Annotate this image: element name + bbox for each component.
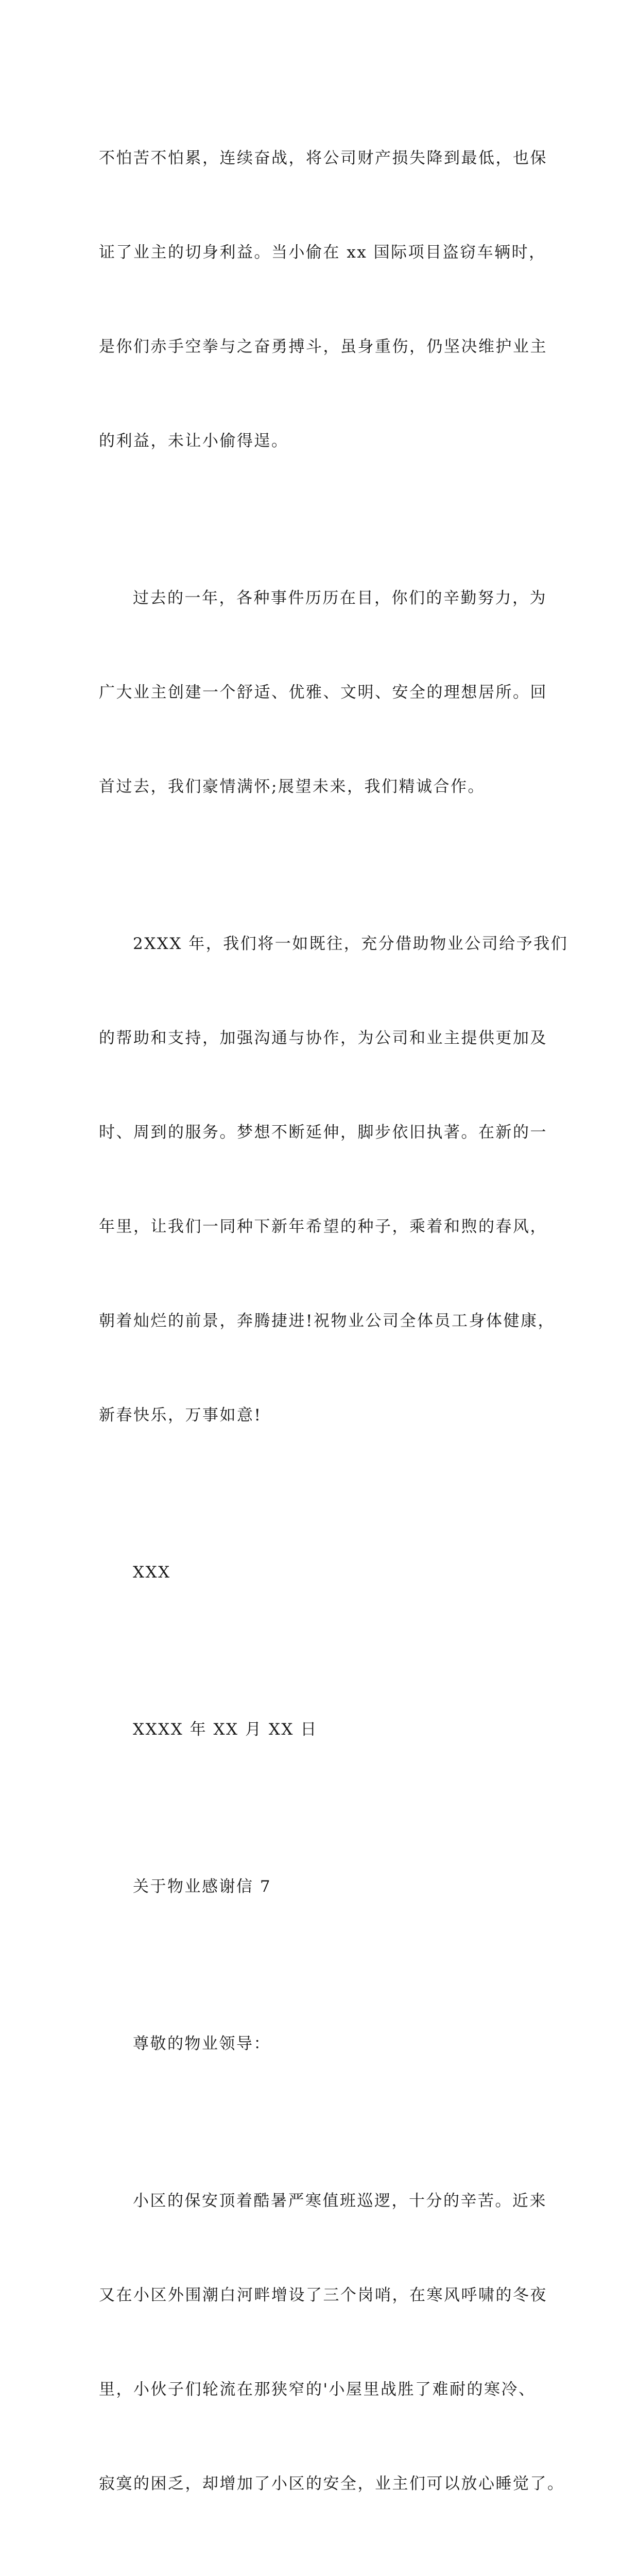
text-line: 尊敬的物业领导：: [133, 2035, 271, 2053]
paragraph: [99, 866, 568, 1494]
text-line: 2XXX 年，我们将一如既往，充分借助物业公司给予我们: [133, 935, 568, 953]
signature-name: [99, 1494, 547, 1651]
text-line: 里，小伙子们轮流在那狭窄的'小屋里战胜了难耐的寒冷、: [99, 2380, 536, 2399]
text-line: 证了业主的切身利益。当小偷在 xx 国际项目盗窃车辆时，: [99, 243, 546, 262]
text-line: 关于物业感谢信 7: [133, 1877, 272, 1896]
text-line: 年里，让我们一同种下新年希望的种子，乘着和煦的春风，: [99, 1217, 547, 1236]
paragraph: [99, 520, 547, 866]
text-line: 的利益，未让小偷得逞。: [99, 432, 289, 450]
paragraph: [99, 80, 547, 520]
salutation: [99, 1965, 547, 2123]
paragraph: [99, 2563, 547, 2576]
text-line: XXXX 年 XX 月 XX 日: [133, 1720, 318, 1739]
text-line: XXX: [133, 1563, 171, 1582]
text-line: 时、周到的服务。梦想不断延伸，脚步依旧执著。在新的一: [99, 1123, 547, 1142]
text-line: 寂寞的困乏，却增加了小区的安全，业主们可以放心睡觉了。: [99, 2475, 565, 2493]
letter-title: [99, 1808, 547, 1965]
text-line: 广大业主创建一个舒适、优雅、文明、安全的理想居所。回: [99, 683, 547, 702]
text-line: 新春快乐，万事如意!: [99, 1406, 262, 1425]
text-line: 又在小区外围潮白河畔增设了三个岗哨，在寒风呼啸的冬夜: [99, 2286, 547, 2304]
signature-date: [99, 1651, 547, 1808]
text-line: 小区的保安顶着酷暑严寒值班巡逻，十分的辛苦。近来: [133, 2192, 547, 2210]
text-line: 首过去，我们豪情满怀;展望未来，我们精诚合作。: [99, 777, 485, 796]
text-line: 不怕苦不怕累，连续奋战，将公司财产损失降到最低，也保: [99, 149, 547, 167]
document-page: [99, 80, 568, 2576]
text-line: 是你们赤手空拳与之奋勇搏斗，虽身重伤，仍坚决维护业主: [99, 337, 547, 356]
text-line: 朝着灿烂的前景，奔腾捷进!祝物业公司全体员工身体健康，: [99, 1312, 555, 1330]
paragraph: [99, 2123, 565, 2563]
text-line: 过去的一年，各种事件历历在目，你们的辛勤努力，为: [133, 589, 547, 607]
text-line: 的帮助和支持，加强沟通与协作，为公司和业主提供更加及: [99, 1029, 547, 1047]
